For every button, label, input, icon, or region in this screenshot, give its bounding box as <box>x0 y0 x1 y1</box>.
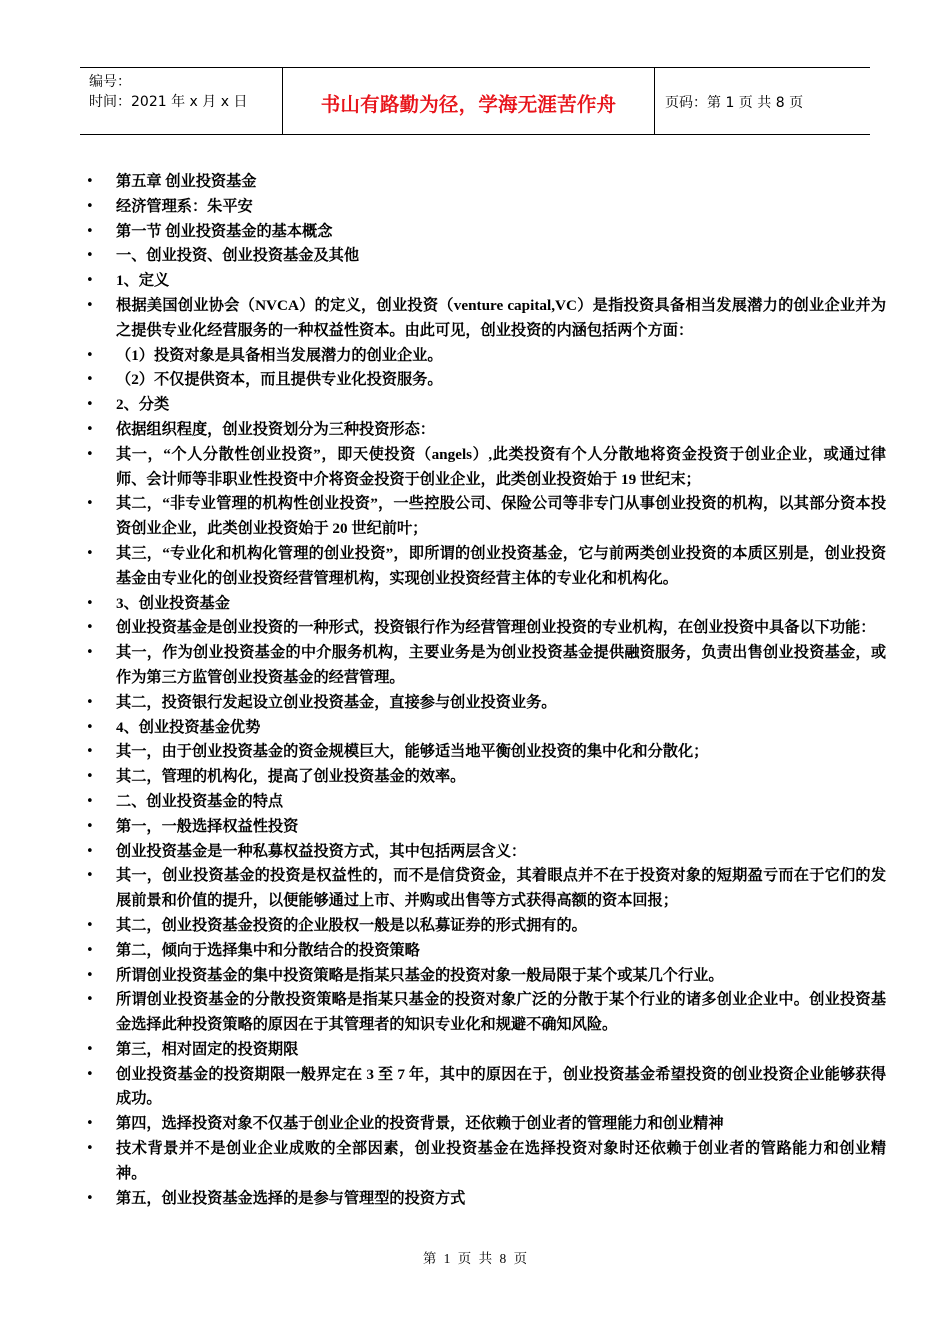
list-item-text: （2）不仅提供资本，而且提供专业化投资服务。 <box>116 371 443 389</box>
bullet-icon: • <box>86 818 94 834</box>
bullet-icon: • <box>86 347 94 363</box>
list-item <box>86 641 886 691</box>
bullet-icon: • <box>86 719 94 735</box>
page-footer: 第 1 页 共 8 页 <box>422 1251 528 1266</box>
list-item <box>86 691 886 716</box>
bullet-icon: • <box>86 868 94 884</box>
list-item-text: 创业投资基金是一种私募权益投资方式，其中包括两层含义： <box>116 842 527 860</box>
list-item <box>86 344 886 369</box>
list-item-text: 所谓创业投资基金的分散投资策略是指某只基金的投资对象广泛的分散于某个行业的诸多创业企业中。创业投资基金选择此种投资策略的原因在于其管理者的知识专业化和规避不确知风险。 <box>116 991 886 1034</box>
list-item-text: 第一节 创业投资基金的基本概念 <box>116 222 333 240</box>
bullet-icon: • <box>86 1116 94 1132</box>
list-item-text: 其二，管理的机构化，提高了创业投资基金的效率。 <box>116 768 466 786</box>
list-item <box>86 988 886 1038</box>
bullet-icon: • <box>86 248 94 264</box>
list-item <box>86 269 886 294</box>
header-meta <box>80 68 283 134</box>
list-item-text: 2、分类 <box>116 396 170 414</box>
date-label: 时间：2021 年 x 月 x 日 <box>89 94 248 110</box>
document-body <box>86 170 886 1211</box>
bullet-icon: • <box>86 620 94 636</box>
bullet-icon: • <box>86 223 94 239</box>
bullet-icon: • <box>86 595 94 611</box>
list-item-text: 其一，由于创业投资基金的资金规模巨大，能够适当地平衡创业投资的集中化和分散化； <box>116 743 709 761</box>
bullet-icon: • <box>86 421 94 437</box>
bullet-icon: • <box>86 1041 94 1057</box>
list-item-text: 1、定义 <box>116 272 170 290</box>
list-item <box>86 914 886 939</box>
list-item <box>86 864 886 914</box>
bullet-icon: • <box>86 397 94 413</box>
list-item-text: 第二，倾向于选择集中和分散结合的投资策略 <box>116 941 420 959</box>
serial-number-label: 编号： <box>89 74 131 90</box>
list-item <box>86 195 886 220</box>
list-item-text: （1）投资对象是具备相当发展潜力的创业企业。 <box>116 346 443 364</box>
list-item-text: 依据组织程度，创业投资划分为三种投资形态： <box>116 420 435 438</box>
list-item <box>86 1137 886 1187</box>
list-item <box>86 418 886 443</box>
list-item-text: 其二，投资银行发起设立创业投资基金，直接参与创业投资业务。 <box>116 693 557 711</box>
list-item <box>86 616 886 641</box>
list-item-text: 经济管理系：朱平安 <box>116 197 253 215</box>
page-header <box>80 67 870 135</box>
list-item <box>86 170 886 195</box>
bullet-icon: • <box>86 917 94 933</box>
list-item-text: 一、创业投资、创业投资基金及其他 <box>116 247 359 265</box>
list-item <box>86 740 886 765</box>
list-item <box>86 294 886 344</box>
list-item <box>86 1038 886 1063</box>
list-item <box>86 1187 886 1212</box>
bullet-icon: • <box>86 1190 94 1206</box>
bullet-icon: • <box>86 174 94 189</box>
list-item <box>86 840 886 865</box>
bullet-icon: • <box>86 942 94 958</box>
bullet-icon: • <box>86 273 94 289</box>
list-item <box>86 964 886 989</box>
list-item-text: 根据美国创业协会（NVCA）的定义，创业投资（venture capital,VC）是指投资具备相当发展潜力的创业企业并为之提供专业化经营服务的一种权益性资本。由此可见，创业投资的内涵包括两个方面： <box>116 296 886 339</box>
list-item <box>86 790 886 815</box>
bullet-icon: • <box>86 198 94 214</box>
list-item <box>86 220 886 245</box>
list-item <box>86 1063 886 1113</box>
list-item-text: 所谓创业投资基金的集中投资策略是指某只基金的投资对象一般局限于某个或某几个行业。 <box>116 966 724 984</box>
list-item <box>86 592 886 617</box>
bullet-icon: • <box>86 992 94 1008</box>
list-item <box>86 815 886 840</box>
list-item <box>86 716 886 741</box>
list-item <box>86 244 886 269</box>
bullet-icon: • <box>86 967 94 983</box>
list-item <box>86 1112 886 1137</box>
list-item <box>86 443 886 493</box>
list-item-text: 第四，选择投资对象不仅基于创业企业的投资背景，还依赖于创业者的管理能力和创业精神 <box>116 1115 724 1133</box>
list-item <box>86 542 886 592</box>
bullet-icon: • <box>86 1141 94 1157</box>
list-item-text: 技术背景并不是创业企业成败的全部因素，创业投资基金在选择投资对象时还依赖于创业者的管路能力和创业精神。 <box>116 1140 886 1182</box>
bullet-icon: • <box>86 1066 94 1082</box>
list-item-text: 其三，“专业化和机构化管理的创业投资”，即所谓的创业投资基金，它与前两类创业投资的本质区别是，创业投资基金由专业化的创业投资经营管理机构，实现创业投资经营主体的专业化和机构化。 <box>116 544 886 587</box>
bullet-icon: • <box>86 545 94 561</box>
list-item-text: 创业投资基金是创业投资的一种形式，投资银行作为经营管理创业投资的专业机构，在创业投资中具备以下功能： <box>116 619 876 637</box>
list-item <box>86 393 886 418</box>
list-item-text: 其一，“个人分散性创业投资”，即天使投资（angels）,此类投资有个人分散地将资金投资于创业企业，或通过律师、会计师等非职业性投资中介将资金投资于创业企业，此类创业投资始于 19 世纪末； <box>116 445 886 488</box>
list-item-text: 创业投资基金的投资期限一般界定在 3 至 7 年，其中的原因在于，创业投资基金希望投资的创业投资企业能够获得成功。 <box>116 1065 886 1108</box>
list-item-text: 二、创业投资基金的特点 <box>116 792 284 810</box>
list-item-text: 其一，作为创业投资基金的中介服务机构，主要业务是为创业投资基金提供融资服务，负责出售创业投资基金，或作为第三方监管创业投资基金的经营管理。 <box>116 644 886 686</box>
list-item-text: 其二，“非专业管理的机构性创业投资”，一些控股公司、保险公司等非专门从事创业投资的机构，以其部分资本投资创业企业，此类创业投资始于 20 世纪前叶； <box>116 495 886 538</box>
header-motto: 书山有路勤为径，学海无涯苦作舟 <box>283 68 655 134</box>
bullet-icon: • <box>86 297 94 313</box>
list-item-text: 4、创业投资基金优势 <box>116 718 261 736</box>
bullet-icon: • <box>86 769 94 785</box>
header-page-info: 页码：第 1 页 共 8 页 <box>665 95 804 111</box>
list-item-text: 第五章 创业投资基金 <box>116 173 257 190</box>
list-item-text: 其一，创业投资基金的投资是权益性的，而不是信贷资金，其着眼点并不在于投资对象的短期盈亏而在于它们的发展前景和价值的提升，以便能够通过上市、并购或出售等方式获得高额的资本回报； <box>116 867 886 910</box>
bullet-icon: • <box>86 645 94 661</box>
bullet-icon: • <box>86 372 94 388</box>
list-item-text: 第五，创业投资基金选择的是参与管理型的投资方式 <box>116 1189 466 1207</box>
list-item-text: 其二，创业投资基金投资的企业股权一般是以私募证券的形式拥有的。 <box>116 916 587 934</box>
list-item-text: 第一，一般选择权益性投资 <box>116 817 299 835</box>
bullet-icon: • <box>86 744 94 760</box>
list-item <box>86 368 886 393</box>
list-item <box>86 939 886 964</box>
bullet-icon: • <box>86 843 94 859</box>
list-item-text: 3、创业投资基金 <box>116 594 230 612</box>
bullet-icon: • <box>86 793 94 809</box>
bullet-icon: • <box>86 446 94 462</box>
list-item-text: 第三，相对固定的投资期限 <box>116 1040 299 1058</box>
bullet-icon: • <box>86 694 94 710</box>
bullet-icon: • <box>86 496 94 512</box>
list-item <box>86 492 886 542</box>
list-item <box>86 765 886 790</box>
